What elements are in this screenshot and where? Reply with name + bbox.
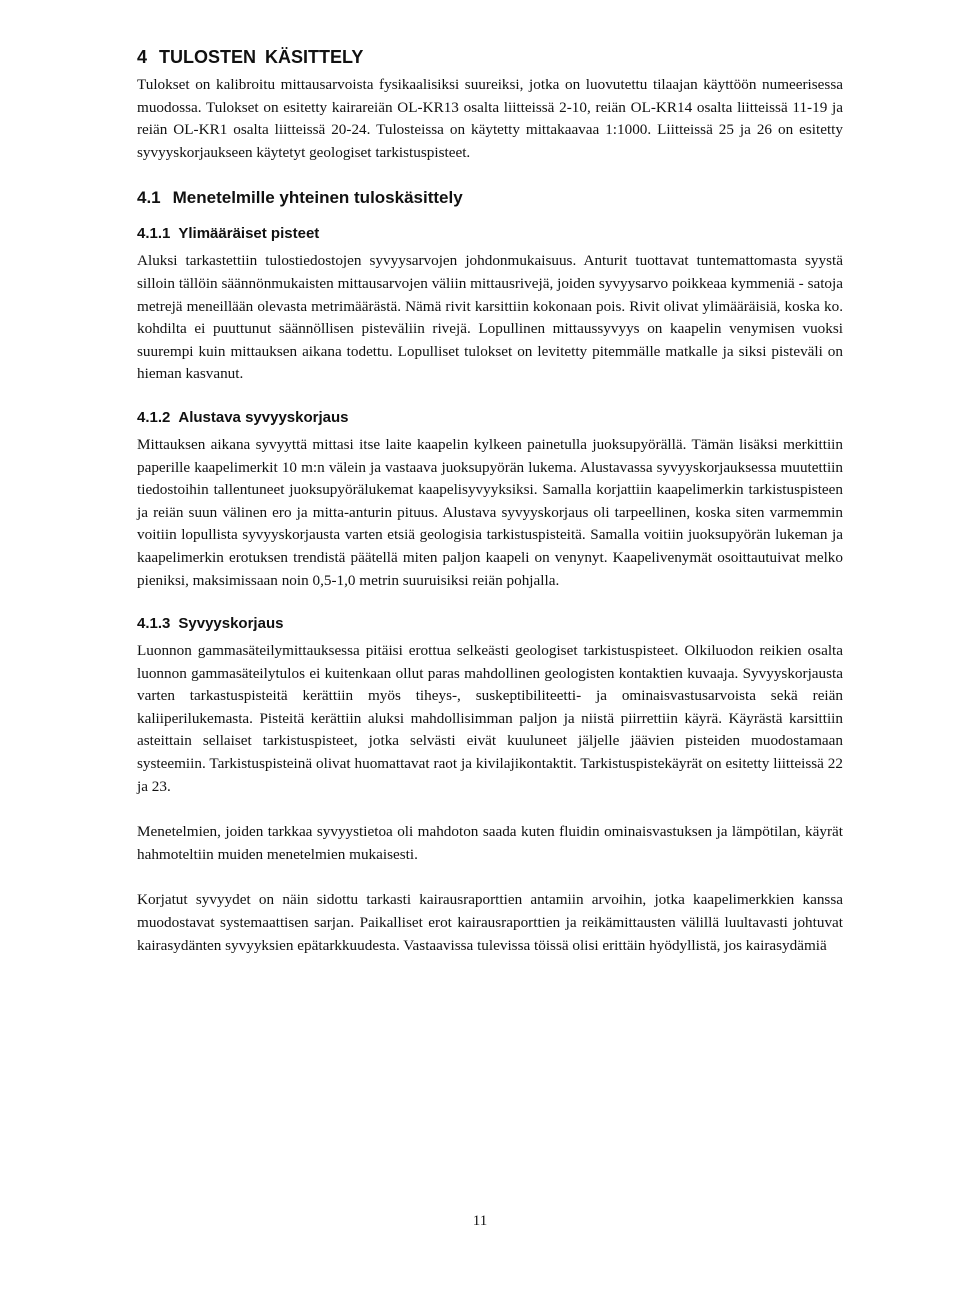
- section-4-1-3-paragraph: Luonnon gammasäteilymittauksessa pitäisi erottua selkeästi geologiset tarkistuspisteet. Olkiluodon reikien osalta luonnon gammasäteilytulos ei kuitenkaan ollut paras mahdollinen geologisten kontaktien kuvaaja. Syvyyskorjausta varten tarkastuspisteitä kerättiin myös tiheys-, suskeptibiliteetti- ja ominaisvastusarvoista sekä reiän kaliiperilukemasta. Pisteitä kerättiin aluksi mahdollisimman paljon ja niistä piirrettiin käyrä. Käyrästä karsittiin asteittain sellaiset tarkistuspisteet, jotka selvästi eivät kuuluneet jäljelle jäävien pisteiden muodostamaan systeemiin. Tarkistuspisteinä olivat huomattavat raot ja kivilajikontaktit. Tarkistuspistekäyrät on esitetty liitteissä 22 ja 23.: [137, 642, 843, 795]
- section-4-1-3-title: Syvyyskorjaus: [178, 615, 284, 633]
- section-4-title: TULOSTEN KÄSITTELY: [159, 47, 364, 67]
- section-4-1-1-title: Ylimääräiset pisteet: [178, 225, 320, 243]
- section-4-heading: [137, 46, 843, 68]
- section-4-1-2-text: Mittauksen aikana syvyyttä mittasi itse laite kaapelin kylkeen painetulla juoksupyörällä. Tämän lisäksi merkittiin paperille kaapelimerkit 10 m:n välein ja vastaava juoksupyörän lukema. Alustavassa syvyyskorjauksessa muutettiin tiedostoihin tallentuneet juoksupyörälukemat kaapelisyvyyksiksi. Samalla korjattiin kaapelimerkin tarkistuspisteen ja reiän suun välinen ero ja mitta-anturin pituus. Alustava syvyyskorjaus oli tarpeellinen, koska siten varmemmin voitiin lopullista syvyyskorjausta varten etsiä geologisia tarkistuspisteitä. Samalla voitiin juoksupyörän lukeman ja kaapelimerkin erotuksen trendistä päätellä miten paljon kaapeli on venynyt. Kaapelivenymät osoittautuivat melko pieniksi, maksimissaan noin 0,5-1,0 metrin suuruisiksi reiän pohjalla.: [137, 435, 843, 589]
- section-4-1-1-number: 4.1.1: [137, 225, 171, 243]
- section-4-1-title: Menetelmille yhteinen tuloskäsittely: [172, 188, 463, 208]
- section-4-1-2-title: Alustava syvyyskorjaus: [178, 408, 349, 426]
- section-4-1-heading: [137, 187, 843, 209]
- section-4-1-3-paragraph: Menetelmien, joiden tarkkaa syvyystietoa oli mahdoton saada kuten fluidin ominaisvastuksen ja lämpötilan, käyrät hahmoteltiin muiden menetelmien mukaisesti.: [137, 823, 843, 863]
- section-4-1-3-number: 4.1.3: [137, 615, 171, 633]
- document-page: [137, 46, 843, 957]
- section-4-1-3-paragraph: Korjatut syvyydet on näin sidottu tarkasti kairausraporttien antamiin arvoihin, jotka kaapelimerkkien kanssa muodostavat systemaattisen sarjan. Paikalliset erot kairausraporttien ja reikämittausten välillä luultavasti johtuvat kairasydänten syvyyksien epätarkkuudesta. Vastaavissa tulevissa töissä olisi erittäin hyödyllistä, jos kairasydämiä: [137, 891, 843, 954]
- section-4-1-2-number: 4.1.2: [137, 408, 171, 426]
- section-4-1-number: 4.1: [137, 188, 161, 208]
- section-4-1-1-heading: [137, 224, 843, 244]
- section-4-1-1-text: Aluksi tarkastettiin tulostiedostojen syvyysarvojen johdonmukaisuus. Anturit tuottavat tuntemattomasta syystä silloin tällöin säännönmukaisten mittausarvojen väliin mittausrivejä, joiden syvyysarvo poikkeaa kymmeniä - satoja metrejä meneillään olevasta metrimäärästä. Nämä rivit karsittiin kokonaan pois. Rivit olivat ylimääräisiä, koska ko. kohdilta ei puuttunut säännöllisen pisteväliin rivejä. Lopullinen mittaussyvyys on kaapelin venymisen vuoksi suurempi kuin mittauksen aikana todettu. Lopulliset tulokset on levitetty pitemmälle matkalle ja siksi pisteväli on hieman kasvanut.: [137, 252, 843, 383]
- page-number: 11: [472, 1213, 488, 1229]
- section-4-number: 4: [137, 47, 148, 67]
- section-4-1-3-heading: [137, 614, 843, 634]
- section-4-1-2-heading: [137, 408, 843, 428]
- section-4-intro: Tulokset on kalibroitu mittausarvoista fysikaalisiksi suureiksi, jotka on luovutettu tilaajan käyttöön numeerisessa muodossa. Tulokset on esitetty kairareiän OL-KR13 osalta liitteissä 2-10, reiän OL-KR14 osalta liitteissä 11-19 ja reiän OL-KR1 osalta liitteissä 20-24. Tulosteissa on käytetty mittakaavaa 1:1000. Liitteissä 25 ja 26 on esitetty syvyyskorjaukseen käytetyt geologiset tarkistuspisteet.: [137, 76, 843, 161]
